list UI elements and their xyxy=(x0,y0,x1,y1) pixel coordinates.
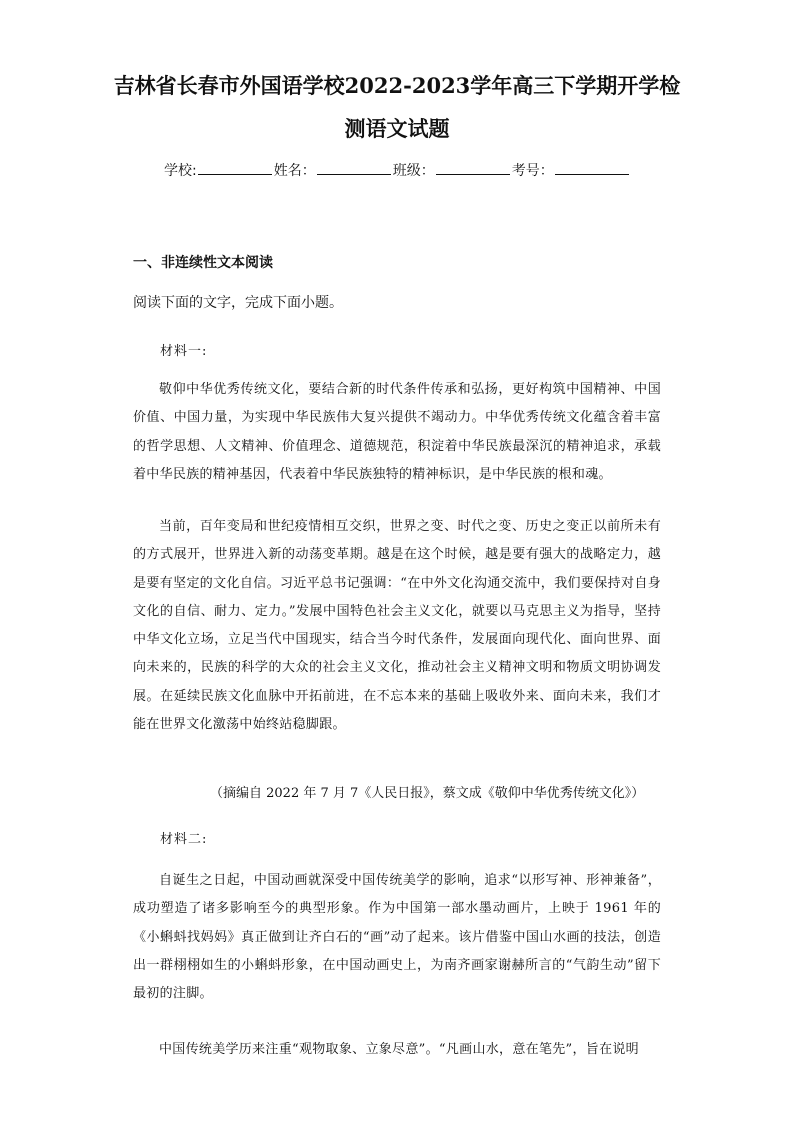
exam-no-blank[interactable] xyxy=(555,160,629,175)
material1-paragraph-1: 敬仰中华优秀传统文化，要结合新的时代条件传承和弘扬，更好构筑中国精神、中国价值、中国力量，为实现中华民族伟大复兴提供不竭动力。中华优秀传统文化蕴含着丰富的哲学思想、人文精神、价值理念、道德规范，积淀着中华民族最深沉的精神追求，承载着中华民族的精神基因，代表着中华民族独特的精神标识，是中华民族的根和魂。 xyxy=(133,382,661,482)
exam-no-label: 考号： xyxy=(511,163,554,179)
school-blank[interactable] xyxy=(198,160,272,175)
student-info-row xyxy=(164,160,684,180)
section-heading: 一、非连续性文本阅读 xyxy=(133,255,273,271)
material1-paragraph-2: 当前，百年变局和世纪疫情相互交织，世界之变、时代之变、历史之变正以前所未有的方式展开，世界进入新的动荡变革期。越是在这个时候，越是要有强大的战略定力，越是要有坚定的文化自信。习近平总书记强调：“在中外文化沟通交流中，我们要保持对自身文化的自信、耐力、定力。”发展中国特色社会主义文化，就要以马克思主义为指导，坚持中华文化立场，立足当代中国现实，结合当今时代条件，发展面向现代化、面向世界、面向未来的，民族的科学的大众的社会主义文化，推动社会主义精神文明和物质文明协调发展。在延续民族文化血脉中开拓前进，在不忘本来的基础上吸收外来、面向未来，我们才能在世界文化激荡中始终站稳脚跟。 xyxy=(133,519,661,733)
material2-paragraph-2: 中国传统美学历来注重“观物取象、立象尽意”。“凡画山水，意在笔先”，旨在说明 xyxy=(159,1042,639,1057)
exam-title-line1: 吉林省长春市外国语学校2022-2023学年高三下学期开学检 xyxy=(113,73,681,98)
name-label: 姓名： xyxy=(273,163,316,179)
material1-source: （摘编自 2022 年 7 月 7《人民日报》，蔡文成《敬仰中华优秀传统文化》） xyxy=(210,786,645,801)
class-label: 班级： xyxy=(392,163,435,179)
material1-label: 材料一: xyxy=(160,344,208,359)
exam-title-line2: 测语文试题 xyxy=(344,116,450,141)
class-blank[interactable] xyxy=(436,160,510,175)
name-blank[interactable] xyxy=(317,160,391,175)
school-label: 学校: xyxy=(164,163,197,179)
material2-paragraph-1: 自诞生之日起，中国动画就深受中国传统美学的影响，追求“以形写神、形神兼备”，成功塑造了诸多影响至今的典型形象。作为中国第一部水墨动画片，上映于 1961 年的《小蝌蚪找妈妈》真正做到让齐白石的“画”动了起来。该片借鉴中国山水画的技法，创造出一群栩栩如生的小蝌蚪形象，在中国动画史上，为南齐画家谢赫所言的“气韵生动”留下最初的注脚。 xyxy=(133,873,661,1002)
material2-label: 材料二: xyxy=(160,832,208,847)
section-instruction: 阅读下面的文字，完成下面小题。 xyxy=(133,295,343,311)
